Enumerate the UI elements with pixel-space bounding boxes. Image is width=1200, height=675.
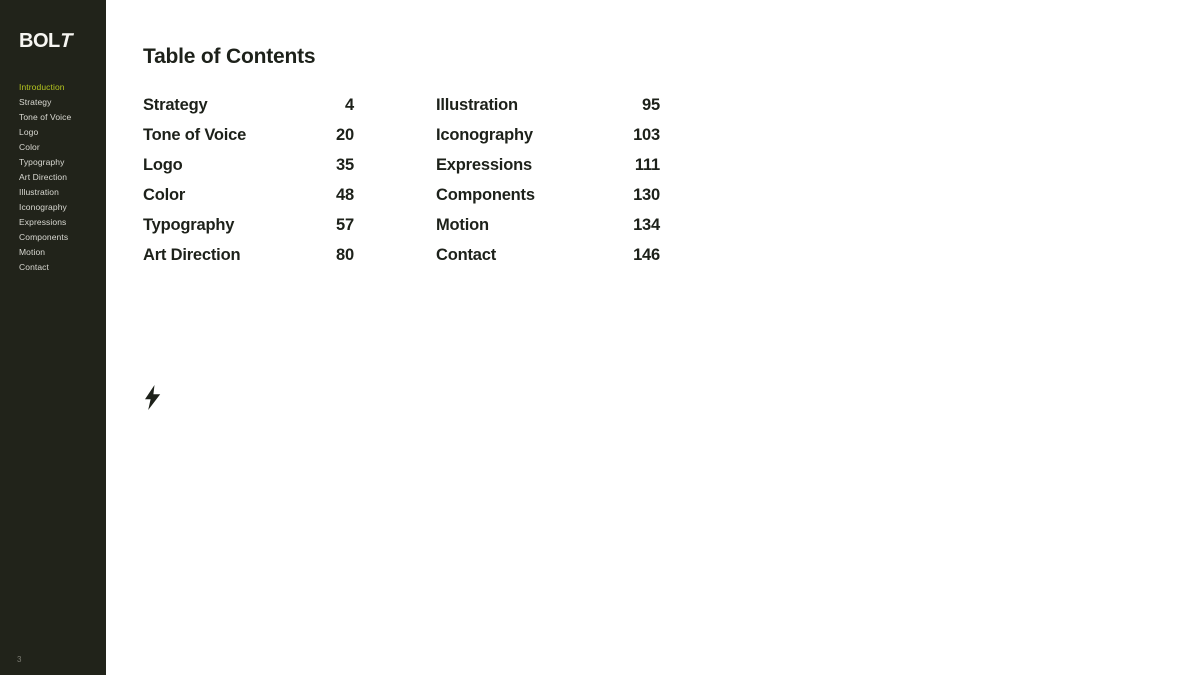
toc-entry-page: 48 xyxy=(336,185,354,204)
toc-column-1 xyxy=(143,90,354,270)
sidebar-item-typography[interactable]: Typography xyxy=(19,157,65,167)
toc-entry-contact[interactable] xyxy=(436,240,660,270)
toc-entry-label: Typography xyxy=(143,215,235,234)
toc-entry-page: 57 xyxy=(336,215,354,234)
sidebar-item-illustration[interactable]: Illustration xyxy=(19,187,59,197)
main-content xyxy=(106,0,1200,675)
sidebar-item-iconography[interactable]: Iconography xyxy=(19,202,67,212)
toc-entry-label: Contact xyxy=(436,245,497,264)
toc-entry-page: 4 xyxy=(345,95,354,114)
sidebar-item-motion[interactable]: Motion xyxy=(19,247,46,257)
toc-entry-motion[interactable] xyxy=(436,210,660,240)
toc-entry-label: Color xyxy=(143,185,186,204)
sidebar-nav xyxy=(19,80,71,275)
sidebar-item-strategy[interactable]: Strategy xyxy=(19,97,52,107)
toc-entry-tone-of-voice[interactable] xyxy=(143,120,354,150)
sidebar-item-contact[interactable]: Contact xyxy=(19,262,49,272)
sidebar-item-art-direction[interactable]: Art Direction xyxy=(19,172,68,182)
toc-entry-strategy[interactable] xyxy=(143,90,354,120)
toc-entry-page: 103 xyxy=(633,125,660,144)
toc-entry-components[interactable] xyxy=(436,180,660,210)
brand-logo-text: BOL xyxy=(19,30,60,52)
toc-entry-page: 95 xyxy=(642,95,660,114)
sidebar-item-introduction[interactable]: Introduction xyxy=(19,82,65,92)
toc-entry-label: Expressions xyxy=(436,155,532,174)
toc-entry-page: 20 xyxy=(336,125,354,144)
slide-page-number: 3 xyxy=(17,655,22,664)
sidebar xyxy=(0,0,106,675)
toc-column-2 xyxy=(436,90,660,270)
sidebar-item-tone-of-voice[interactable]: Tone of Voice xyxy=(19,112,72,122)
page-title: Table of Contents xyxy=(143,45,316,69)
toc-entry-page: 111 xyxy=(634,155,660,174)
toc-entry-label: Strategy xyxy=(143,95,208,114)
brand-logo-text-last: T xyxy=(57,30,75,52)
toc-entry-color[interactable] xyxy=(143,180,354,210)
toc-entry-page: 134 xyxy=(633,215,660,234)
toc-entry-iconography[interactable] xyxy=(436,120,660,150)
toc-entry-logo[interactable] xyxy=(143,150,354,180)
toc-entry-label: Art Direction xyxy=(143,245,241,264)
toc-entry-page: 146 xyxy=(633,245,660,264)
brand-logo[interactable] xyxy=(19,30,75,53)
toc-entry-art-direction[interactable] xyxy=(143,240,354,270)
toc-entry-label: Tone of Voice xyxy=(143,125,247,144)
toc-entry-label: Components xyxy=(436,185,535,204)
toc-entry-label: Logo xyxy=(143,155,183,174)
sidebar-item-color[interactable]: Color xyxy=(19,142,40,152)
toc-entry-label: Illustration xyxy=(436,95,518,114)
toc-entry-page: 130 xyxy=(633,185,660,204)
sidebar-item-logo[interactable]: Logo xyxy=(19,127,39,137)
toc-entry-expressions[interactable] xyxy=(436,150,660,180)
lightning-bolt-icon xyxy=(144,385,161,410)
toc-entry-typography[interactable] xyxy=(143,210,354,240)
toc-entry-label: Motion xyxy=(436,215,489,234)
toc-entry-label: Iconography xyxy=(436,125,533,144)
sidebar-item-components[interactable]: Components xyxy=(19,232,69,242)
toc-grid xyxy=(143,90,660,270)
toc-entry-illustration[interactable] xyxy=(436,90,660,120)
sidebar-item-expressions[interactable]: Expressions xyxy=(19,217,67,227)
toc-entry-page: 80 xyxy=(336,245,354,264)
toc-entry-page: 35 xyxy=(336,155,354,174)
